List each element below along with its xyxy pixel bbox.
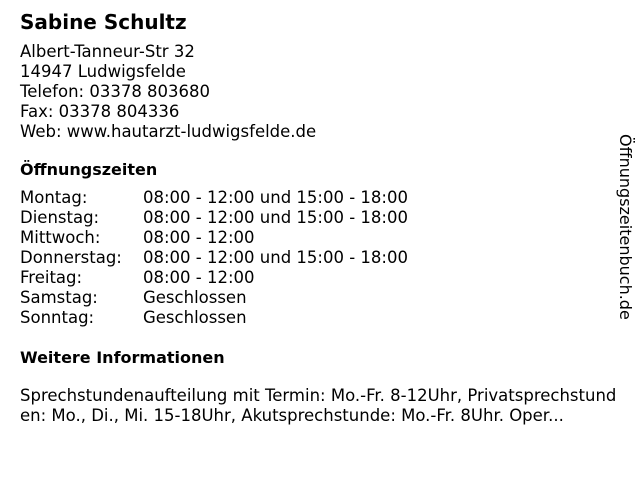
day-hours: 08:00 - 12:00 und 15:00 - 18:00 bbox=[143, 188, 408, 207]
day-label: Donnerstag: bbox=[20, 248, 122, 267]
hours-row-friday bbox=[20, 268, 620, 288]
day-label: Mittwoch: bbox=[20, 228, 101, 247]
hours-row-sunday bbox=[20, 308, 620, 328]
day-label: Montag: bbox=[20, 188, 88, 207]
day-label: Samstag: bbox=[20, 288, 98, 307]
day-hours: 08:00 - 12:00 und 15:00 - 18:00 bbox=[143, 248, 408, 267]
more-info-text: Sprechstundenaufteilung mit Termin: Mo.-Fr. 8-12Uhr, Privatsprechstunden: Mo., Di., Mi. 15-18Uhr, Akutsprechstunde: Mo.-Fr. 8Uhr. Oper... bbox=[20, 386, 617, 425]
business-card bbox=[20, 10, 620, 426]
phone-number: Telefon: 03378 803680 bbox=[20, 82, 211, 101]
hours-row-thursday bbox=[20, 248, 620, 268]
day-hours: 08:00 - 12:00 bbox=[143, 268, 255, 287]
street-address: Albert-Tanneur-Str 32 bbox=[20, 42, 195, 61]
city-postcode: 14947 Ludwigsfelde bbox=[20, 62, 186, 81]
day-hours: 08:00 - 12:00 und 15:00 - 18:00 bbox=[143, 208, 408, 227]
hours-row-wednesday bbox=[20, 228, 620, 248]
opening-hours-table bbox=[20, 188, 620, 328]
hours-row-saturday bbox=[20, 288, 620, 308]
day-hours: Geschlossen bbox=[143, 288, 247, 307]
website-link[interactable]: Web: www.hautarzt-ludwigsfelde.de bbox=[20, 122, 317, 141]
more-info-heading: Weitere Informationen bbox=[20, 348, 225, 367]
opening-hours-heading: Öffnungszeiten bbox=[20, 160, 158, 179]
site-watermark: Öffnungszeitenbuch.de bbox=[616, 134, 635, 320]
day-hours: Geschlossen bbox=[143, 308, 247, 327]
day-label: Freitag: bbox=[20, 268, 83, 287]
fax-number: Fax: 03378 804336 bbox=[20, 102, 180, 121]
day-hours: 08:00 - 12:00 bbox=[143, 228, 255, 247]
hours-row-monday bbox=[20, 188, 620, 208]
business-name: Sabine Schultz bbox=[20, 10, 187, 34]
day-label: Dienstag: bbox=[20, 208, 100, 227]
contact-details bbox=[20, 42, 620, 142]
day-label: Sonntag: bbox=[20, 308, 95, 327]
hours-row-tuesday bbox=[20, 208, 620, 228]
